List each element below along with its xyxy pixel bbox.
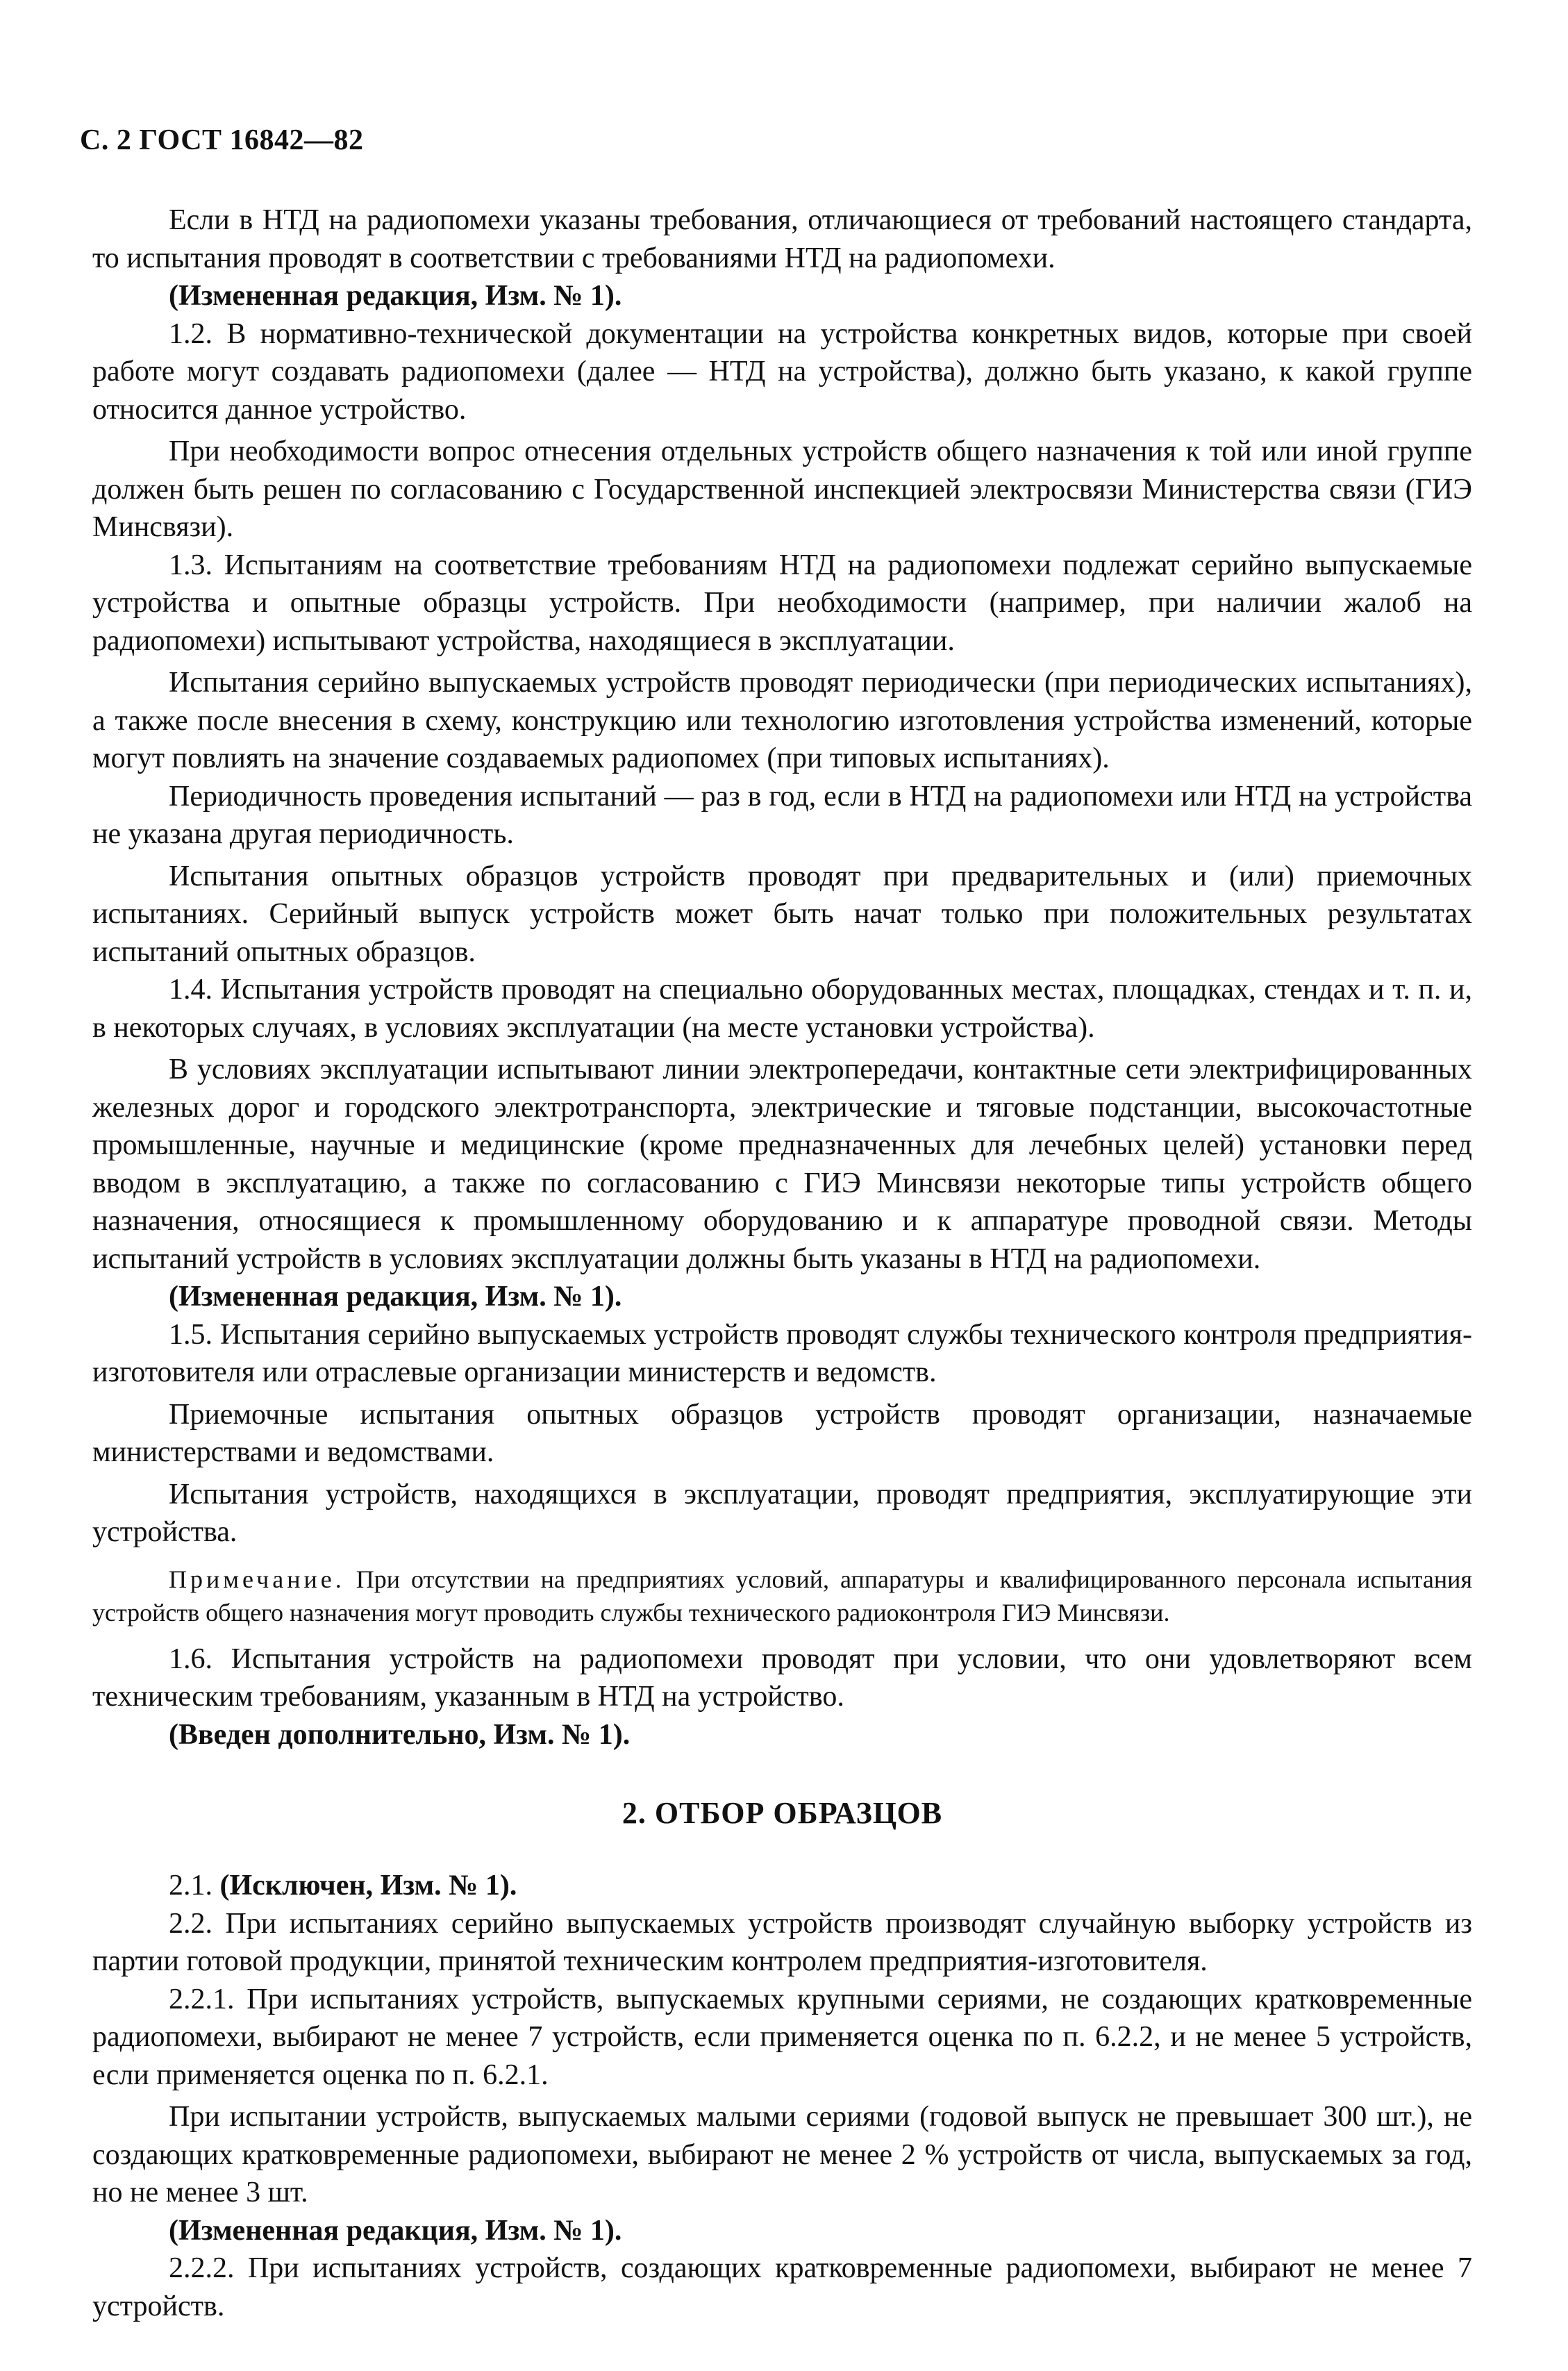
note-label: Примечание. bbox=[169, 1565, 345, 1593]
amendment-note: (Измененная редакция, Изм. № 1). bbox=[169, 280, 622, 312]
paragraph-1-3: 1.3. Испытаниям на соответствие требованиям НТД на радиопомехи подлежат серийно выпускаемые устройства и опытные образцы устройств. При необходимости (например, при наличии жалоб на радиопомехи) испытывают устройства, находящиеся в эксплуатации. bbox=[92, 549, 1472, 657]
section-title: 2. ОТБОР ОБРАЗЦОВ bbox=[622, 1796, 943, 1830]
paragraph-2-2-1: 2.2.1. При испытаниях устройств, выпускаемых крупными сериями, не создающих кратковременные радиопомехи, выбирают не менее 7 устройств, если применяется оценка по п. 6.2.2, и не менее 5 устройств, если применяется оценка по п. 6.2.1. bbox=[92, 1983, 1472, 2091]
paragraph: Приемочные испытания опытных образцов устройств проводят организации, назначаемые министерствами и ведомствами. bbox=[92, 1398, 1472, 1468]
paragraph: Если в НТД на радиопомехи указаны требования, отличающиеся от требований настоящего стандарта, то испытания проводят в соответствии с требованиями НТД на радиопомехи. bbox=[92, 204, 1472, 274]
amendment-note: (Измененная редакция, Изм. № 1). bbox=[169, 2214, 622, 2247]
amendment-note: (Введен дополнительно, Изм. № 1). bbox=[169, 1718, 631, 1751]
paragraph-2-2-2: 2.2.2. При испытаниях устройств, создающих кратковременные радиопомехи, выбирают не менее 7 устройств. bbox=[92, 2252, 1472, 2322]
amendment-note: (Измененная редакция, Изм. № 1). bbox=[169, 1281, 622, 1313]
paragraph: Испытания опытных образцов устройств проводят при предварительных и (или) приемочных испытаниях. Серийный выпуск устройств может быть начат только при положительных результатах испытаний опытных образцов. bbox=[92, 860, 1472, 968]
paragraph-1-6: 1.6. Испытания устройств на радиопомехи проводят при условии, что они удовлетворяют всем техническим требованиям, указанным в НТД на устройство. bbox=[92, 1642, 1472, 1713]
document-body bbox=[92, 201, 1472, 2325]
paragraph: Испытания серийно выпускаемых устройств проводят периодически (при периодических испытаниях), а также после внесения в схему, конструкцию или технологию изготовления устройства изменений, которые могут повлиять на значение создаваемых радиопомех (при типовых испытаниях). bbox=[92, 667, 1472, 774]
paragraph: При испытании устройств, выпускаемых малыми сериями (годовой выпуск не превышает 300 шт.), не создающих кратковременные радиопомехи, выбирают не менее 2 % устройств от числа, выпускаемых за год, но не менее 3 шт. bbox=[92, 2101, 1472, 2208]
amendment-note: (Исключен, Изм. № 1). bbox=[219, 1870, 517, 1902]
page-header: С. 2 ГОСТ 16842—82 bbox=[80, 124, 364, 156]
paragraph-2-2: 2.2. При испытаниях серийно выпускаемых устройств производят случайную выборку устройств из партии готовой продукции, принятой техническим контролем предприятия-изготовителя. bbox=[92, 1907, 1472, 1977]
paragraph: Периодичность проведения испытаний — раз в год, если в НТД на радиопомехи или НТД на устройства не указана другая периодичность. bbox=[92, 780, 1472, 850]
paragraph-2-1 bbox=[92, 1867, 1472, 1905]
paragraph: Испытания устройств, находящихся в эксплуатации, проводят предприятия, эксплуатирующие эти устройства. bbox=[92, 1478, 1472, 1548]
note bbox=[92, 1563, 1472, 1629]
paragraph-1-4: 1.4. Испытания устройств проводят на специально оборудованных местах, площадках, стендах и т. п. и, в некоторых случаях, в условиях эксплуатации (на месте установки устройства). bbox=[92, 974, 1472, 1044]
paragraph: В условиях эксплуатации испытывают линии электропередачи, контактные сети электрифицированных железных дорог и городского электротранспорта, электрические и тяговые подстанции, высокочастотные промышленные, научные и медицинские (кроме предназначенных для лечебных целей) установки перед вводом в эксплуатацию, а также по согласованию с ГИЭ Минсвязи некоторые типы устройств общего назначения, относящиеся к промышленному оборудованию и к аппаратуре проводной связи. Методы испытаний устройств в условиях эксплуатации должны быть указаны в НТД на радиопомехи. bbox=[92, 1054, 1472, 1275]
note-text: При отсутствии на предприятиях условий, аппаратуры и квалифицированного персонала испытания устройств общего назначения могут проводить службы технического радиоконтроля ГИЭ Минсвязи. bbox=[92, 1565, 1472, 1627]
paragraph: При необходимости вопрос отнесения отдельных устройств общего назначения к той или иной группе должен быть решен по согласованию с Государственной инспекцией электросвязи Министерства связи (ГИЭ Минсвязи). bbox=[92, 435, 1472, 543]
paragraph-1-5: 1.5. Испытания серийно выпускаемых устройств проводят службы технического контроля предприятия-изготовителя или отраслевые организации министерств и ведомств. bbox=[92, 1318, 1472, 1388]
paragraph-1-2: 1.2. В нормативно-технической документации на устройства конкретных видов, которые при своей работе могут создавать радиопомехи (далее — НТД на устройства), должно быть указано, к какой группе относится данное устройство. bbox=[92, 317, 1472, 426]
clause-number: 2.1. bbox=[169, 1870, 220, 1902]
